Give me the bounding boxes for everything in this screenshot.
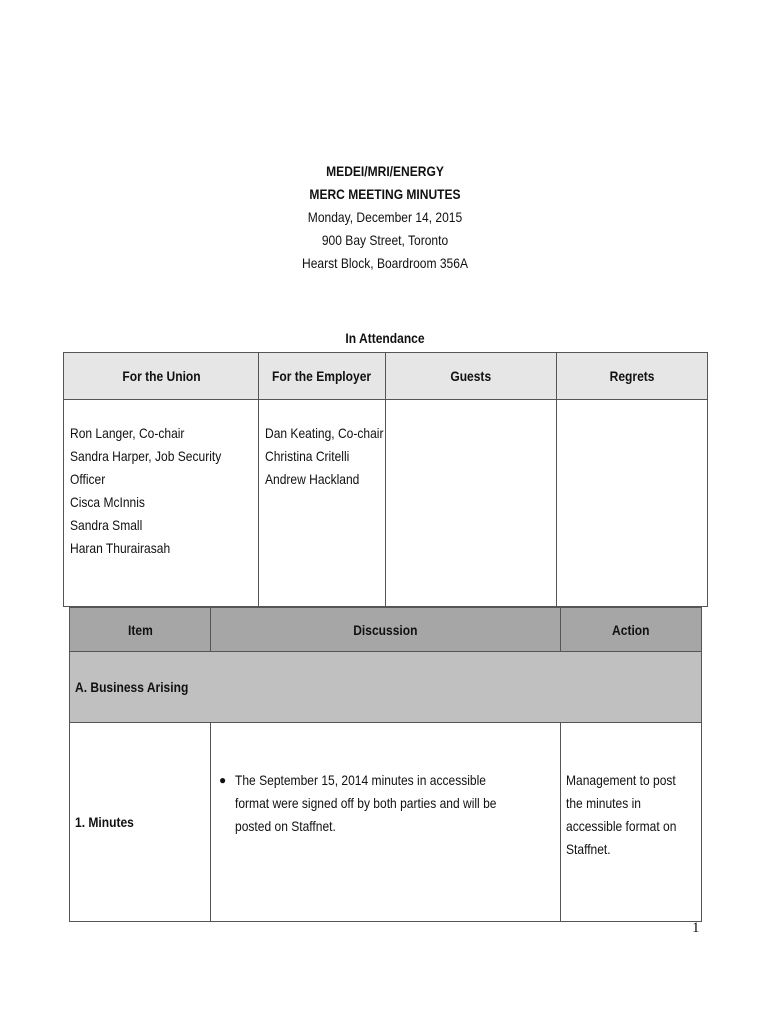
minutes-table xyxy=(69,607,702,922)
regrets-column-header: Regrets xyxy=(557,353,708,400)
meeting-date: Monday, December 14, 2015 xyxy=(307,209,463,225)
meeting-room: Hearst Block, Boardroom 356A xyxy=(302,255,468,271)
guests-column-header: Guests xyxy=(386,353,557,400)
union-attendees xyxy=(64,400,259,607)
employer-column-header: For the Employer xyxy=(259,353,386,400)
attendee: Cisca McInnis xyxy=(70,494,145,510)
minutes-header-row xyxy=(70,608,702,652)
attendee: Christina Critelli xyxy=(265,448,350,464)
org-name: MEDEI/MRI/ENERGY xyxy=(326,163,444,179)
action-column-header: Action xyxy=(561,608,702,652)
attendee: Sandra Harper, Job Security xyxy=(70,448,222,464)
attendance-table xyxy=(63,352,708,607)
item-cell: 1. Minutes xyxy=(70,723,211,922)
attendee: Haran Thurairasah xyxy=(70,540,171,556)
document-title: MERC MEETING MINUTES xyxy=(309,186,461,202)
item-column-header: Item xyxy=(70,608,211,652)
table-row xyxy=(70,723,702,922)
regrets-cell xyxy=(557,400,708,607)
discussion-column-header: Discussion xyxy=(211,608,561,652)
attendee: Dan Keating, Co-chair xyxy=(265,425,384,441)
discussion-text: The September 15, 2014 minutes in accessible format were signed off by both parties and will be posted on Staffnet. xyxy=(235,772,497,834)
attendance-title: In Attendance xyxy=(345,330,425,346)
page-number: 1 xyxy=(692,920,700,936)
section-row xyxy=(70,652,702,723)
action-cell xyxy=(561,723,702,922)
attendee: Ron Langer, Co-chair xyxy=(70,425,185,441)
attendee: Sandra Small xyxy=(70,517,143,533)
discussion-cell xyxy=(211,723,561,922)
employer-attendees xyxy=(259,400,386,607)
document-header xyxy=(0,160,770,275)
attendance-row xyxy=(64,400,708,607)
guests-cell xyxy=(386,400,557,607)
union-column-header: For the Union xyxy=(64,353,259,400)
action-text: Management to post the minutes in accessible format on Staffnet. xyxy=(566,772,677,857)
meeting-address: 900 Bay Street, Toronto xyxy=(321,232,449,248)
attendance-header-row xyxy=(64,353,708,400)
attendee: Andrew Hackland xyxy=(265,471,360,487)
attendee: Officer xyxy=(70,471,106,487)
section-heading: A. Business Arising xyxy=(70,652,702,723)
bullet-icon: ● xyxy=(219,773,227,787)
